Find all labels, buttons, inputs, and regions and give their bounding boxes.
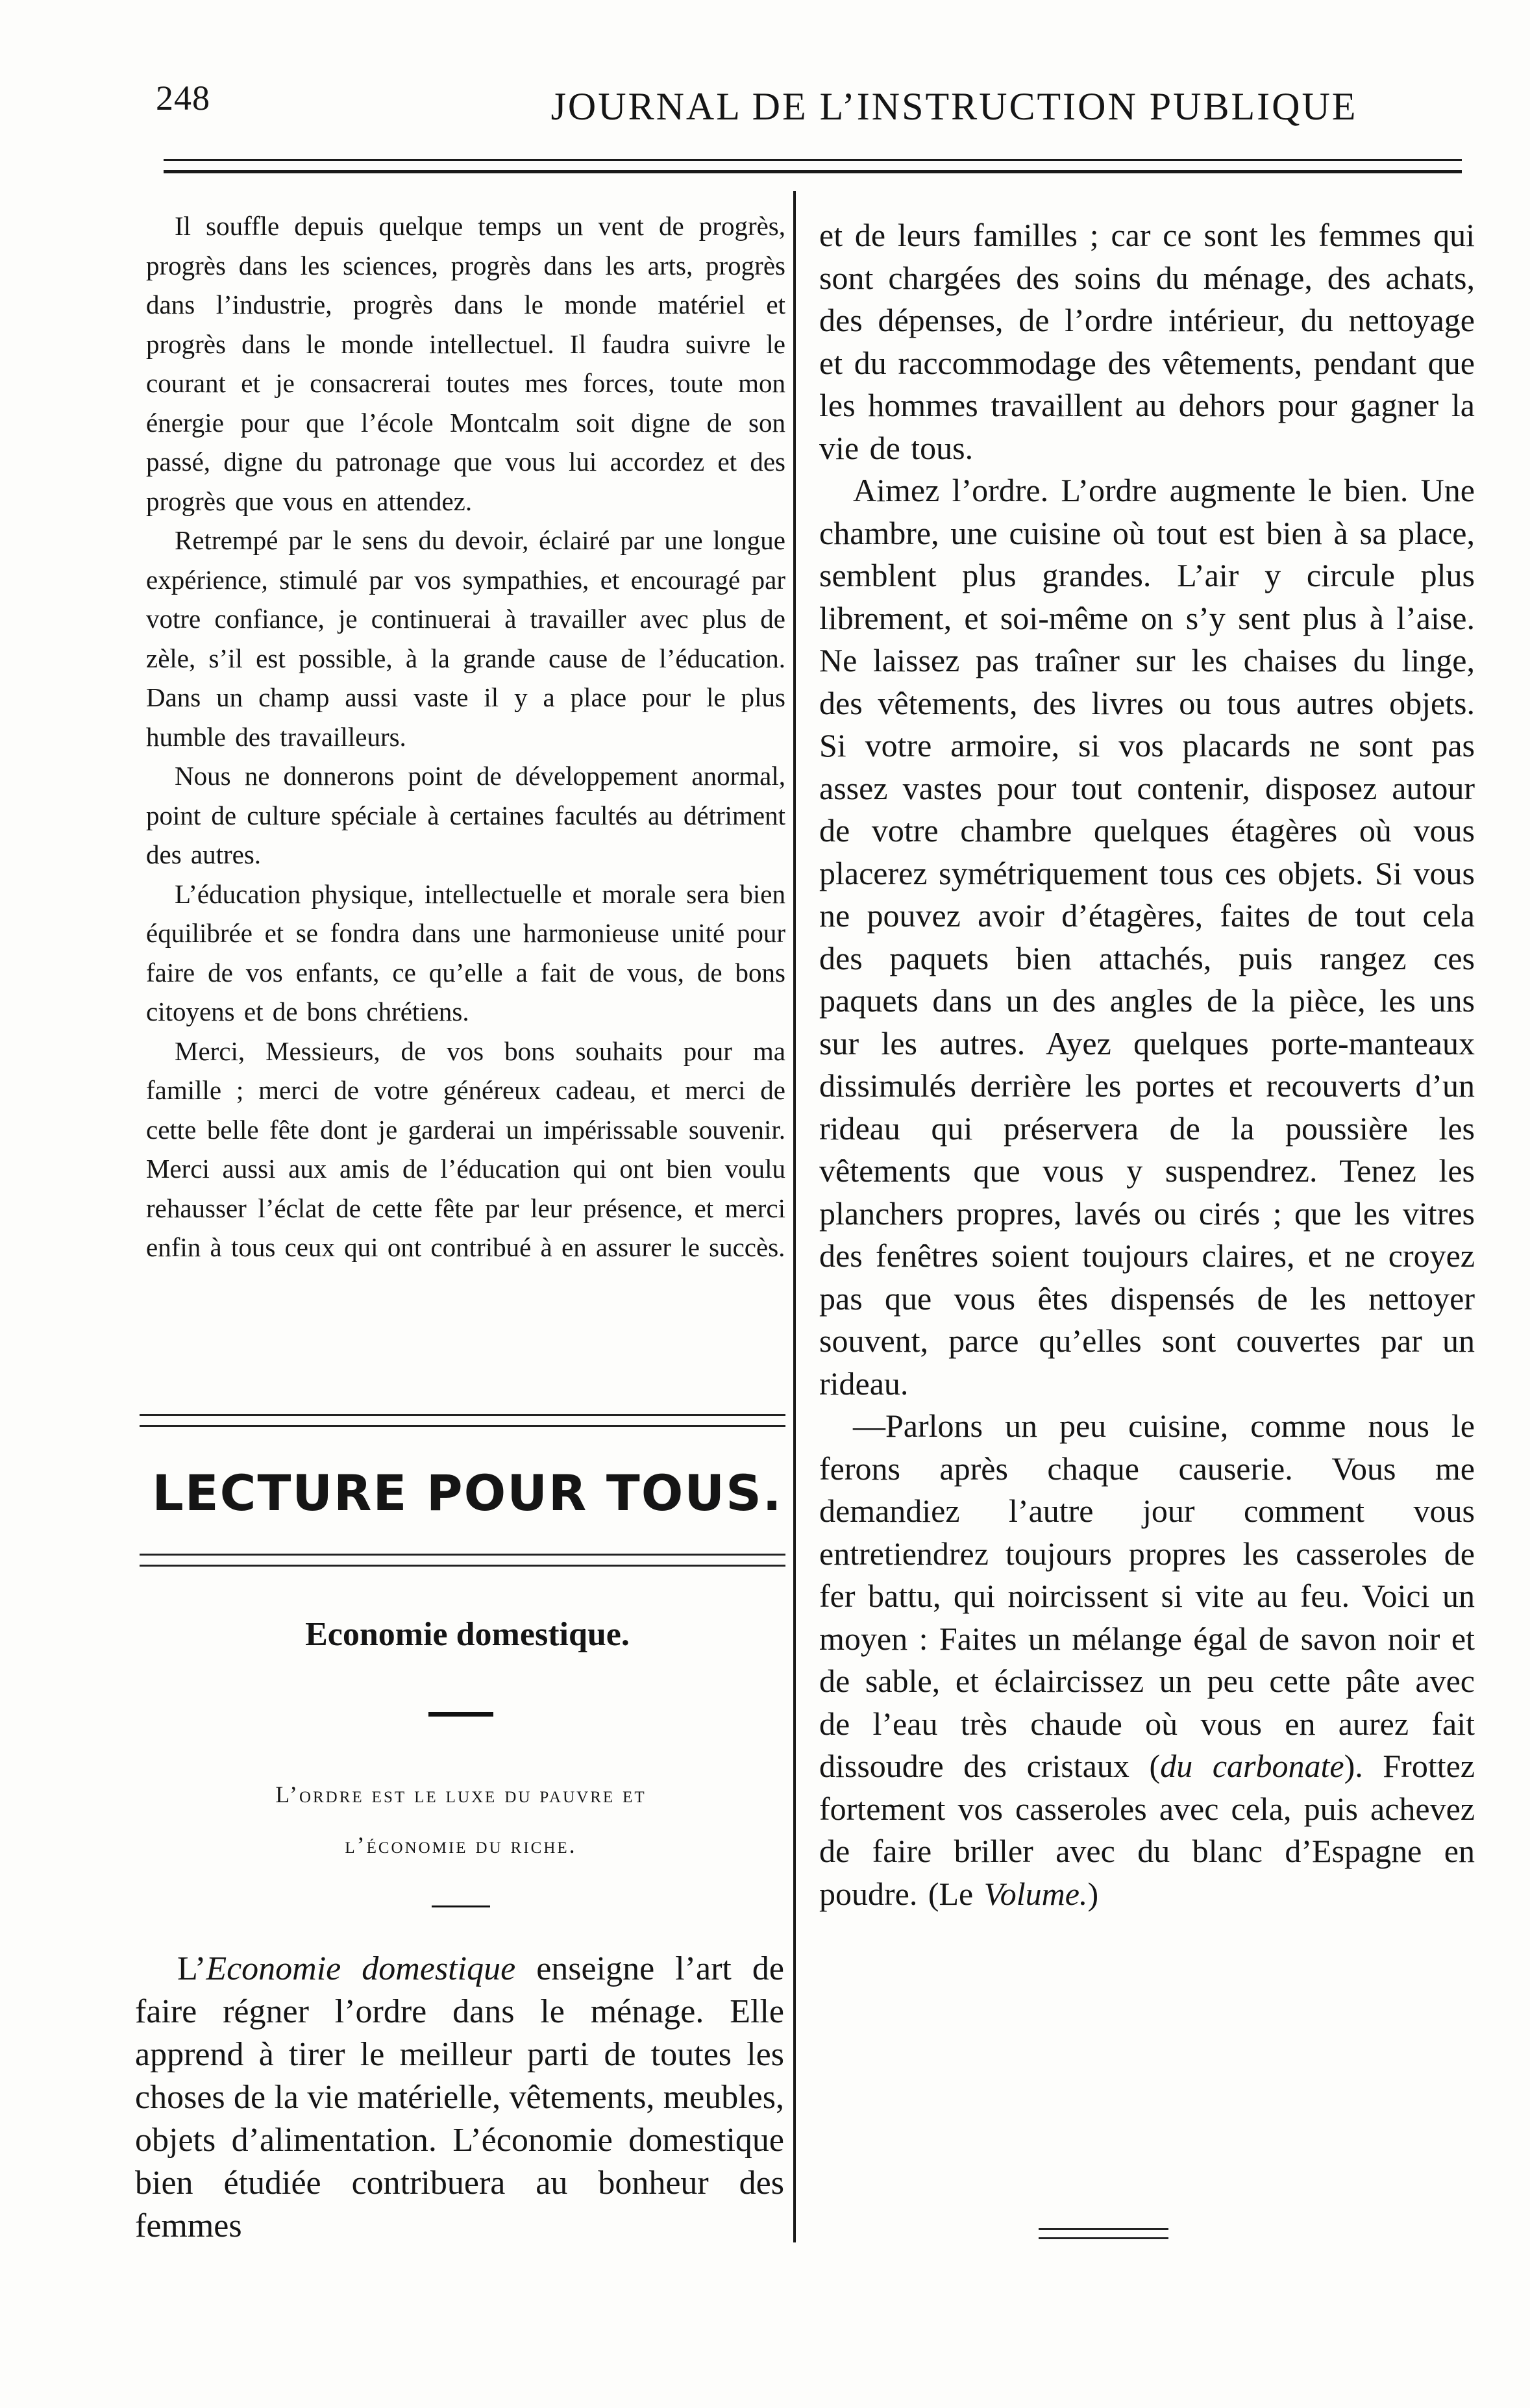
section-divider-bottom-1 <box>140 1554 785 1556</box>
paragraph: Retrempé par le sens du devoir, éclairé par une longue expérience, stimulé par vos sympathies, et encouragé par votre confiance, je continuerai à travailler avec plus de zèle, s’il est possible, à la grande cause de l’éducation. Dans un champ aussi vaste il y a place pour le plus humble des travailleurs. <box>146 525 785 752</box>
header-rule-thin <box>164 159 1462 161</box>
section-divider-top-1 <box>140 1414 785 1416</box>
header-rule-thick <box>164 170 1462 173</box>
paragraph: L’éducation physique, intellectuelle et morale sera bien équilibrée et se fondra dans une harmonieuse unité pour faire de vos enfants, ce qu’elle a fait de vous, de bons citoyens et de bons chrétiens. <box>146 878 785 1026</box>
end-rule-1 <box>1039 2228 1168 2230</box>
paragraph: Aimez l’ordre. L’ordre augmente le bien. Une chambre, une cuisine où tout est bien à sa place, semblent plus grandes. L’air y circule plus librement, et soi-même on s’y sent plus à l’aise. Ne laissez pas traîner sur les chaises du linge, des vêtements, des livres ou tous autres objets. Si votre armoire, si vos placards ne sont pas assez vastes pour tout contenir, disposez autour de votre chambre quelques étagères où vous placerez symétriquement tous ces objets. Si vous ne pouvez avoir d’étagères, faites de tout cela des paquets bien attachés, puis rangez ces paquets dans un des angles de la pièce, les uns sur les autres. Ayez quelques porte-manteaux dissimulés derrière les portes et recouverts d’un rideau qui préservera de la poussière les vêtements que vous y suspendrez. Tenez les planchers propres, lavés ou cirés ; que les vitres des fenêtres soient toujours claires, et ne croyez pas que vous êtes dispensés de les nettoyer souvent, parce qu’elles sont couvertes par un rideau. <box>819 472 1475 1402</box>
paragraph: et de leurs familles ; car ce sont les femmes qui sont chargées des soins du ménage, des achats, des dépenses, de l’ordre intérieur, du nettoyage et du raccommodage des vêtements, pendant que les hommes travaillent au dehors pour gagner la vie de tous. <box>819 217 1475 466</box>
page-header <box>156 78 1467 149</box>
ornament-dash <box>432 1905 490 1907</box>
section-divider-bottom-2 <box>140 1565 785 1567</box>
journal-title: JOURNAL DE L’INSTRUCTION PUBLIQUE <box>550 85 1358 128</box>
epigraph <box>133 1769 789 1870</box>
section-title: LECTURE POUR TOUS. <box>152 1464 783 1522</box>
column-divider <box>793 191 796 2242</box>
article-title: Economie domestique. <box>305 1616 630 1653</box>
body-italic: Volume. <box>983 1875 1088 1912</box>
paragraph: Nous ne donnerons point de développement anormal, point de culture spéciale à certaines facultés au détriment des autres. <box>146 761 785 869</box>
section-divider-top-2 <box>140 1425 785 1427</box>
body-text: L’ <box>177 1950 206 1987</box>
end-rule-2 <box>1039 2237 1168 2239</box>
body-text: —Parlons un peu cuisine, comme nous le ferons après chaque causerie. Vous me demandiez l’autre jour comment vous entretiendrez toujours propres les casseroles de fer battu, qui noircissent si vite au feu. Voici un moyen : Faites un mélange égal de savon noir et de sable, et éclaircissez un peu cette pâte avec de l’eau très chaude où vous en aurez fait dissoudre des cristaux ( <box>819 1408 1475 1784</box>
body-italic: Economie domestique <box>206 1950 516 1987</box>
body-text: enseigne l’art de faire régner l’ordre dans le ménage. Elle apprend à tirer le meilleur parti de toutes les choses de la vie matérielle, vêtements, meubles, objets d’alimentation. L’économie domestique bien étudiée contribuera au bonheur des femmes <box>135 1950 784 2244</box>
paragraph <box>135 1948 784 2248</box>
paragraph: Merci, Messieurs, de vos bons souhaits pour ma famille ; merci de votre généreux cadeau, et merci de cette belle fête dont je garderai un impérissable souvenir. Merci aussi aux amis de l’éducation qui ont bien voulu rehausser l’éclat de cette fête par leur présence, et merci enfin à tous ceux qui ont contribué à en assurer le succès. <box>146 1036 785 1262</box>
body-text: ) <box>1087 1875 1099 1912</box>
right-column <box>819 214 1475 1915</box>
body-italic: du carbonate <box>1160 1748 1344 1784</box>
page-number: 248 <box>156 79 210 118</box>
epigraph-line: L’ordre est le luxe du pauvre et <box>275 1781 647 1807</box>
body-text: ). Frottez fortement vos casseroles avec cela, puis achevez de faire briller avec du blanc d’Espagne en poudre. (Le <box>819 1748 1475 1912</box>
paragraph <box>819 1405 1475 1915</box>
left-column <box>146 206 785 1267</box>
ornament-dash <box>428 1712 493 1717</box>
epigraph-line: l’économie du riche. <box>345 1832 577 1858</box>
paragraph: Il souffle depuis quelque temps un vent de progrès, progrès dans les sciences, progrès dans les arts, progrès dans l’industrie, progrès dans le monde matériel et progrès dans le monde intellectuel. Il faudra suivre le courant et je consacrerai toutes mes forces, toute mon énergie pour que l’école Montcalm soit digne de son passé, digne du patronage que vous lui accordez et des progrès que vous en attendez. <box>146 211 785 516</box>
article-body <box>135 1948 784 2248</box>
